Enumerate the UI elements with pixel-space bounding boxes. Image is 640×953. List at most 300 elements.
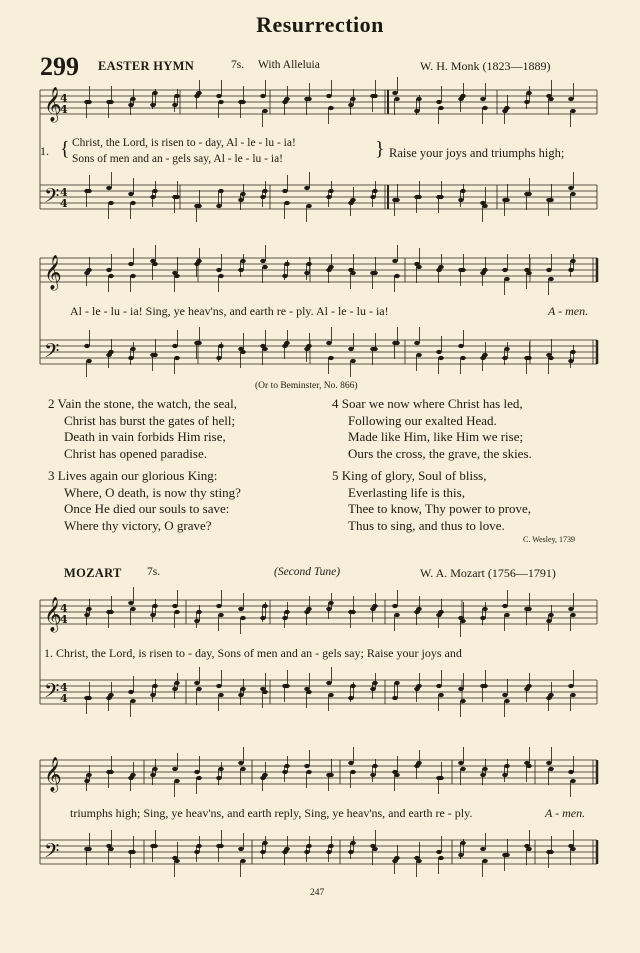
note-head [108, 350, 114, 354]
composer: W. H. Monk (1823—1889) [420, 59, 551, 73]
note-head [328, 189, 334, 193]
note-head [526, 607, 532, 611]
note-head [526, 847, 532, 851]
note-head [438, 265, 444, 269]
note-head [394, 198, 400, 202]
note-head [570, 192, 576, 196]
note-head [238, 198, 244, 202]
note-head [482, 204, 488, 208]
note-head [218, 693, 224, 697]
note-head [504, 347, 510, 351]
note-head [128, 262, 134, 266]
note-head [502, 356, 508, 360]
note-head [416, 761, 422, 765]
note-head [370, 773, 376, 777]
note-head [174, 610, 180, 614]
note-head [392, 696, 398, 700]
note-head [262, 773, 268, 777]
note-head [128, 356, 134, 360]
note-head [238, 847, 244, 851]
brace-open: { [60, 138, 70, 160]
note-head [304, 764, 310, 768]
verse-3: 3 Lives again our glorious King: Where, O death, is now thy sting? Once He died our souls to save: Where thy victory, O grave? [48, 468, 241, 533]
note-head [216, 776, 222, 780]
note-head [262, 347, 268, 351]
note-head [502, 693, 508, 697]
tempo-note: With Alleluia [258, 59, 320, 71]
note-head [262, 109, 268, 113]
note-head [568, 359, 574, 363]
brace-number: 1. [40, 144, 49, 158]
note-head [326, 195, 332, 199]
svg-text:4: 4 [60, 103, 68, 116]
note-head [502, 604, 508, 608]
note-head [326, 681, 332, 685]
svg-text:𝄢: 𝄢 [44, 839, 60, 867]
note-head [548, 97, 554, 101]
note-head [84, 779, 90, 783]
note-head [458, 687, 464, 691]
note-head [218, 344, 224, 348]
note-head [152, 844, 158, 848]
note-head [108, 770, 114, 774]
note-head [328, 265, 334, 269]
note-head [504, 106, 510, 110]
note-head [150, 613, 156, 617]
lyric-continuation: Raise your joys and triumphs high; [389, 146, 565, 160]
note-head [306, 204, 312, 208]
note-head [372, 94, 378, 98]
note-head [328, 356, 334, 360]
note-head [570, 693, 576, 697]
note-head [504, 613, 510, 617]
note-head [218, 613, 224, 617]
note-head [482, 106, 488, 110]
note-head [546, 761, 552, 765]
note-head [196, 610, 202, 614]
note-head [218, 767, 224, 771]
note-head [194, 850, 200, 854]
note-head [240, 767, 246, 771]
second-tune-meter: 7s. [147, 566, 161, 578]
note-head [416, 97, 422, 101]
svg-text:4: 4 [60, 186, 68, 199]
note-head [372, 604, 378, 608]
note-head [262, 604, 268, 608]
note-head [350, 841, 356, 845]
note-head [86, 696, 92, 700]
note-head [196, 341, 202, 345]
note-head [504, 277, 510, 281]
note-head [216, 604, 222, 608]
note-head [370, 687, 376, 691]
note-head [174, 859, 180, 863]
lyric-line-2: Sons of men and an - gels say, Al - le - lu - ia! [72, 153, 283, 165]
note-head [86, 607, 92, 611]
note-head [350, 770, 356, 774]
note-head [240, 100, 246, 104]
note-head [350, 97, 356, 101]
hymn-number: 299 [40, 52, 79, 81]
meter: 7s. [231, 59, 245, 71]
note-head [348, 850, 354, 854]
note-head [570, 109, 576, 113]
note-head [568, 268, 574, 272]
note-head [524, 100, 530, 104]
note-head [150, 773, 156, 777]
note-head [130, 850, 136, 854]
note-head [306, 844, 312, 848]
note-head [284, 610, 290, 614]
note-head [350, 684, 356, 688]
svg-text:𝄢: 𝄢 [44, 679, 60, 707]
note-head [504, 699, 510, 703]
note-head [240, 350, 246, 354]
note-head [458, 761, 464, 765]
note-head [240, 259, 246, 263]
note-head [284, 684, 290, 688]
note-head [282, 274, 288, 278]
note-head [480, 847, 486, 851]
note-head [152, 604, 158, 608]
note-head [284, 764, 290, 768]
note-head [392, 259, 398, 263]
note-head [240, 616, 246, 620]
note-head [570, 259, 576, 263]
note-head [130, 347, 136, 351]
note-head [372, 347, 378, 351]
note-head [394, 97, 400, 101]
verse-2: 2 Vain the stone, the watch, the seal, Christ has burst the gates of hell; Death in vain forbids Him rise, Christ has opened paradise. [48, 396, 237, 461]
note-head [130, 699, 136, 703]
note-head [150, 693, 156, 697]
note-head [282, 616, 288, 620]
note-head [392, 91, 398, 95]
note-head [152, 262, 158, 266]
note-head [174, 681, 180, 685]
alternate-tune-note: (Or to Beminster, No. 866) [255, 381, 358, 391]
staff-1-treble [40, 90, 597, 114]
note-head [460, 189, 466, 193]
note-head [86, 773, 92, 777]
note-head [328, 601, 334, 605]
note-head [394, 773, 400, 777]
note-head [504, 198, 510, 202]
note-head [130, 773, 136, 777]
note-head [196, 776, 202, 780]
note-head [348, 347, 354, 351]
note-head [392, 604, 398, 608]
note-head [394, 613, 400, 617]
note-head [216, 268, 222, 272]
note-head [152, 353, 158, 357]
note-head [130, 201, 136, 205]
note-head [108, 201, 114, 205]
note-head [438, 856, 444, 860]
svg-text:𝄢: 𝄢 [44, 184, 60, 212]
note-head [174, 195, 180, 199]
note-head [460, 841, 466, 845]
note-head [526, 271, 532, 275]
note-head [480, 773, 486, 777]
note-head [548, 850, 554, 854]
note-head [260, 94, 266, 98]
note-head [218, 844, 224, 848]
note-head [306, 770, 312, 774]
note-head [196, 844, 202, 848]
note-head [482, 684, 488, 688]
note-head [174, 779, 180, 783]
note-head [238, 693, 244, 697]
note-head [548, 613, 554, 617]
note-head [240, 192, 246, 196]
note-head [260, 259, 266, 263]
note-head [372, 271, 378, 275]
note-head [348, 696, 354, 700]
note-head [350, 198, 356, 202]
note-head [238, 607, 244, 611]
svg-text:𝄢: 𝄢 [44, 339, 60, 367]
note-head [526, 192, 532, 196]
note-head [238, 268, 244, 272]
note-head [128, 103, 134, 107]
note-head [372, 847, 378, 851]
staff-1-bass [40, 185, 597, 209]
note-head [218, 189, 224, 193]
note-head [194, 619, 200, 623]
note-head [306, 607, 312, 611]
note-head [438, 776, 444, 780]
note-head [262, 841, 268, 845]
note-head [546, 268, 552, 272]
note-head [326, 850, 332, 854]
note-head [460, 619, 466, 623]
note-head [570, 847, 576, 851]
note-head [304, 850, 310, 854]
note-head [282, 770, 288, 774]
note-head [262, 690, 268, 694]
note-head [218, 100, 224, 104]
note-head [196, 687, 202, 691]
svg-text:𝄞: 𝄞 [44, 255, 62, 290]
note-head [260, 616, 266, 620]
note-head [152, 189, 158, 193]
note-head [568, 186, 574, 190]
svg-text:4: 4 [60, 602, 68, 615]
note-head [438, 195, 444, 199]
note-head [240, 859, 246, 863]
note-head [218, 274, 224, 278]
svg-text:𝄞: 𝄞 [44, 87, 62, 122]
note-head [306, 690, 312, 694]
note-head [438, 356, 444, 360]
mozart-lyric-1: 1. Christ, the Lord, is risen to - day, Sons of men and an - gels say; Raise your joys and [44, 646, 462, 660]
page-number: 247 [310, 888, 325, 898]
verse-5: 5 King of glory, Soul of bliss, Everlasting life is this, Thee to know, Thy power to prove, Thus to sing, and thus to love. [332, 468, 532, 533]
note-head [306, 97, 312, 101]
note-head [86, 359, 92, 363]
note-head [394, 341, 400, 345]
note-head [436, 100, 442, 104]
note-head [86, 100, 92, 104]
amen-1: A - men. [548, 304, 589, 318]
note-head [394, 274, 400, 278]
note-head [196, 259, 202, 263]
svg-text:4: 4 [60, 613, 68, 626]
note-head [196, 91, 202, 95]
note-head [108, 100, 114, 104]
lyric-line-1: Christ, the Lord, is risen to - day, Al - le - lu - ia! [72, 137, 296, 149]
note-head [372, 764, 378, 768]
note-head [460, 767, 466, 771]
note-head [436, 850, 442, 854]
note-head [84, 613, 90, 617]
note-head [350, 610, 356, 614]
note-head [260, 850, 266, 854]
note-head [348, 761, 354, 765]
note-head [416, 195, 422, 199]
note-head [172, 767, 178, 771]
note-head [460, 699, 466, 703]
note-head [548, 277, 554, 281]
note-head [86, 847, 92, 851]
second-tune-composer: W. A. Mozart (1756—1791) [420, 566, 556, 580]
note-head [372, 189, 378, 193]
note-head [568, 97, 574, 101]
note-head [502, 773, 508, 777]
note-head [504, 853, 510, 857]
note-head [108, 847, 114, 851]
note-head [216, 684, 222, 688]
note-head [460, 356, 466, 360]
note-head [282, 189, 288, 193]
note-head [128, 192, 134, 196]
note-head [284, 341, 290, 345]
svg-text:4: 4 [60, 92, 68, 105]
note-head [548, 767, 554, 771]
note-head [328, 844, 334, 848]
note-head [106, 268, 112, 272]
note-head [86, 268, 92, 272]
note-head [548, 693, 554, 697]
note-head [570, 350, 576, 354]
note-head [172, 604, 178, 608]
note-head [548, 356, 554, 360]
note-head [458, 853, 464, 857]
note-head [504, 764, 510, 768]
note-head [482, 268, 488, 272]
note-head [108, 274, 114, 278]
note-head [480, 616, 486, 620]
note-head [130, 607, 136, 611]
note-head [482, 607, 488, 611]
amen-2: A - men. [545, 806, 586, 820]
attribution: C. Wesley, 1739 [523, 535, 576, 544]
second-tune-name: MOZART [64, 566, 122, 580]
brace-close: } [375, 138, 385, 160]
note-head [84, 344, 90, 348]
note-head [262, 265, 268, 269]
note-head [416, 607, 422, 611]
note-head [328, 773, 334, 777]
note-head [284, 847, 290, 851]
note-head [130, 274, 136, 278]
note-head [306, 262, 312, 266]
note-head [86, 189, 92, 193]
note-head [526, 684, 532, 688]
note-head [194, 681, 200, 685]
note-head [438, 106, 444, 110]
note-head [436, 684, 442, 688]
note-head [458, 198, 464, 202]
note-head [216, 356, 222, 360]
note-head [570, 779, 576, 783]
note-head [416, 684, 422, 688]
note-head [152, 767, 158, 771]
note-head [394, 856, 400, 860]
note-head [262, 189, 268, 193]
note-head [326, 341, 332, 345]
note-head [416, 353, 422, 357]
note-head [174, 274, 180, 278]
note-head [482, 859, 488, 863]
note-head [394, 681, 400, 685]
note-head [458, 344, 464, 348]
tune-name: EASTER HYMN [98, 59, 195, 73]
note-head [326, 94, 332, 98]
note-head [150, 195, 156, 199]
note-head [438, 693, 444, 697]
note-head [372, 681, 378, 685]
page-title: Resurrection [256, 12, 384, 37]
note-head [568, 770, 574, 774]
note-head [128, 601, 134, 605]
note-head [438, 610, 444, 614]
note-head [436, 350, 442, 354]
note-head [152, 91, 158, 95]
note-head [482, 767, 488, 771]
note-head [548, 198, 554, 202]
note-head [460, 268, 466, 272]
note-head [216, 94, 222, 98]
note-head [370, 195, 376, 199]
svg-text:4: 4 [60, 681, 68, 694]
lyric-system-2: Al - le - lu - ia! Sing, ye heav'ns, and earth re - ply. Al - le - lu - ia! [70, 304, 389, 318]
note-head [284, 262, 290, 266]
note-head [304, 186, 310, 190]
note-head [238, 761, 244, 765]
second-tune-note: (Second Tune) [274, 566, 341, 578]
svg-text:4: 4 [60, 692, 68, 705]
note-head [172, 344, 178, 348]
note-head [350, 271, 356, 275]
verse-4: 4 Soar we now where Christ has led, Following our exalted Head. Made like Him, like Him we rise; Ours the cross, the grave, the skies. [332, 396, 532, 461]
note-head [414, 341, 420, 345]
note-head [526, 91, 532, 95]
note-head [546, 619, 552, 623]
note-head [568, 684, 574, 688]
note-head [570, 613, 576, 617]
note-head [172, 103, 178, 107]
note-head [328, 693, 334, 697]
note-head [328, 106, 334, 110]
svg-text:𝄞: 𝄞 [44, 597, 62, 632]
note-head [174, 356, 180, 360]
note-head [482, 353, 488, 357]
note-head [460, 94, 466, 98]
svg-text:4: 4 [60, 197, 68, 210]
note-head [216, 204, 222, 208]
